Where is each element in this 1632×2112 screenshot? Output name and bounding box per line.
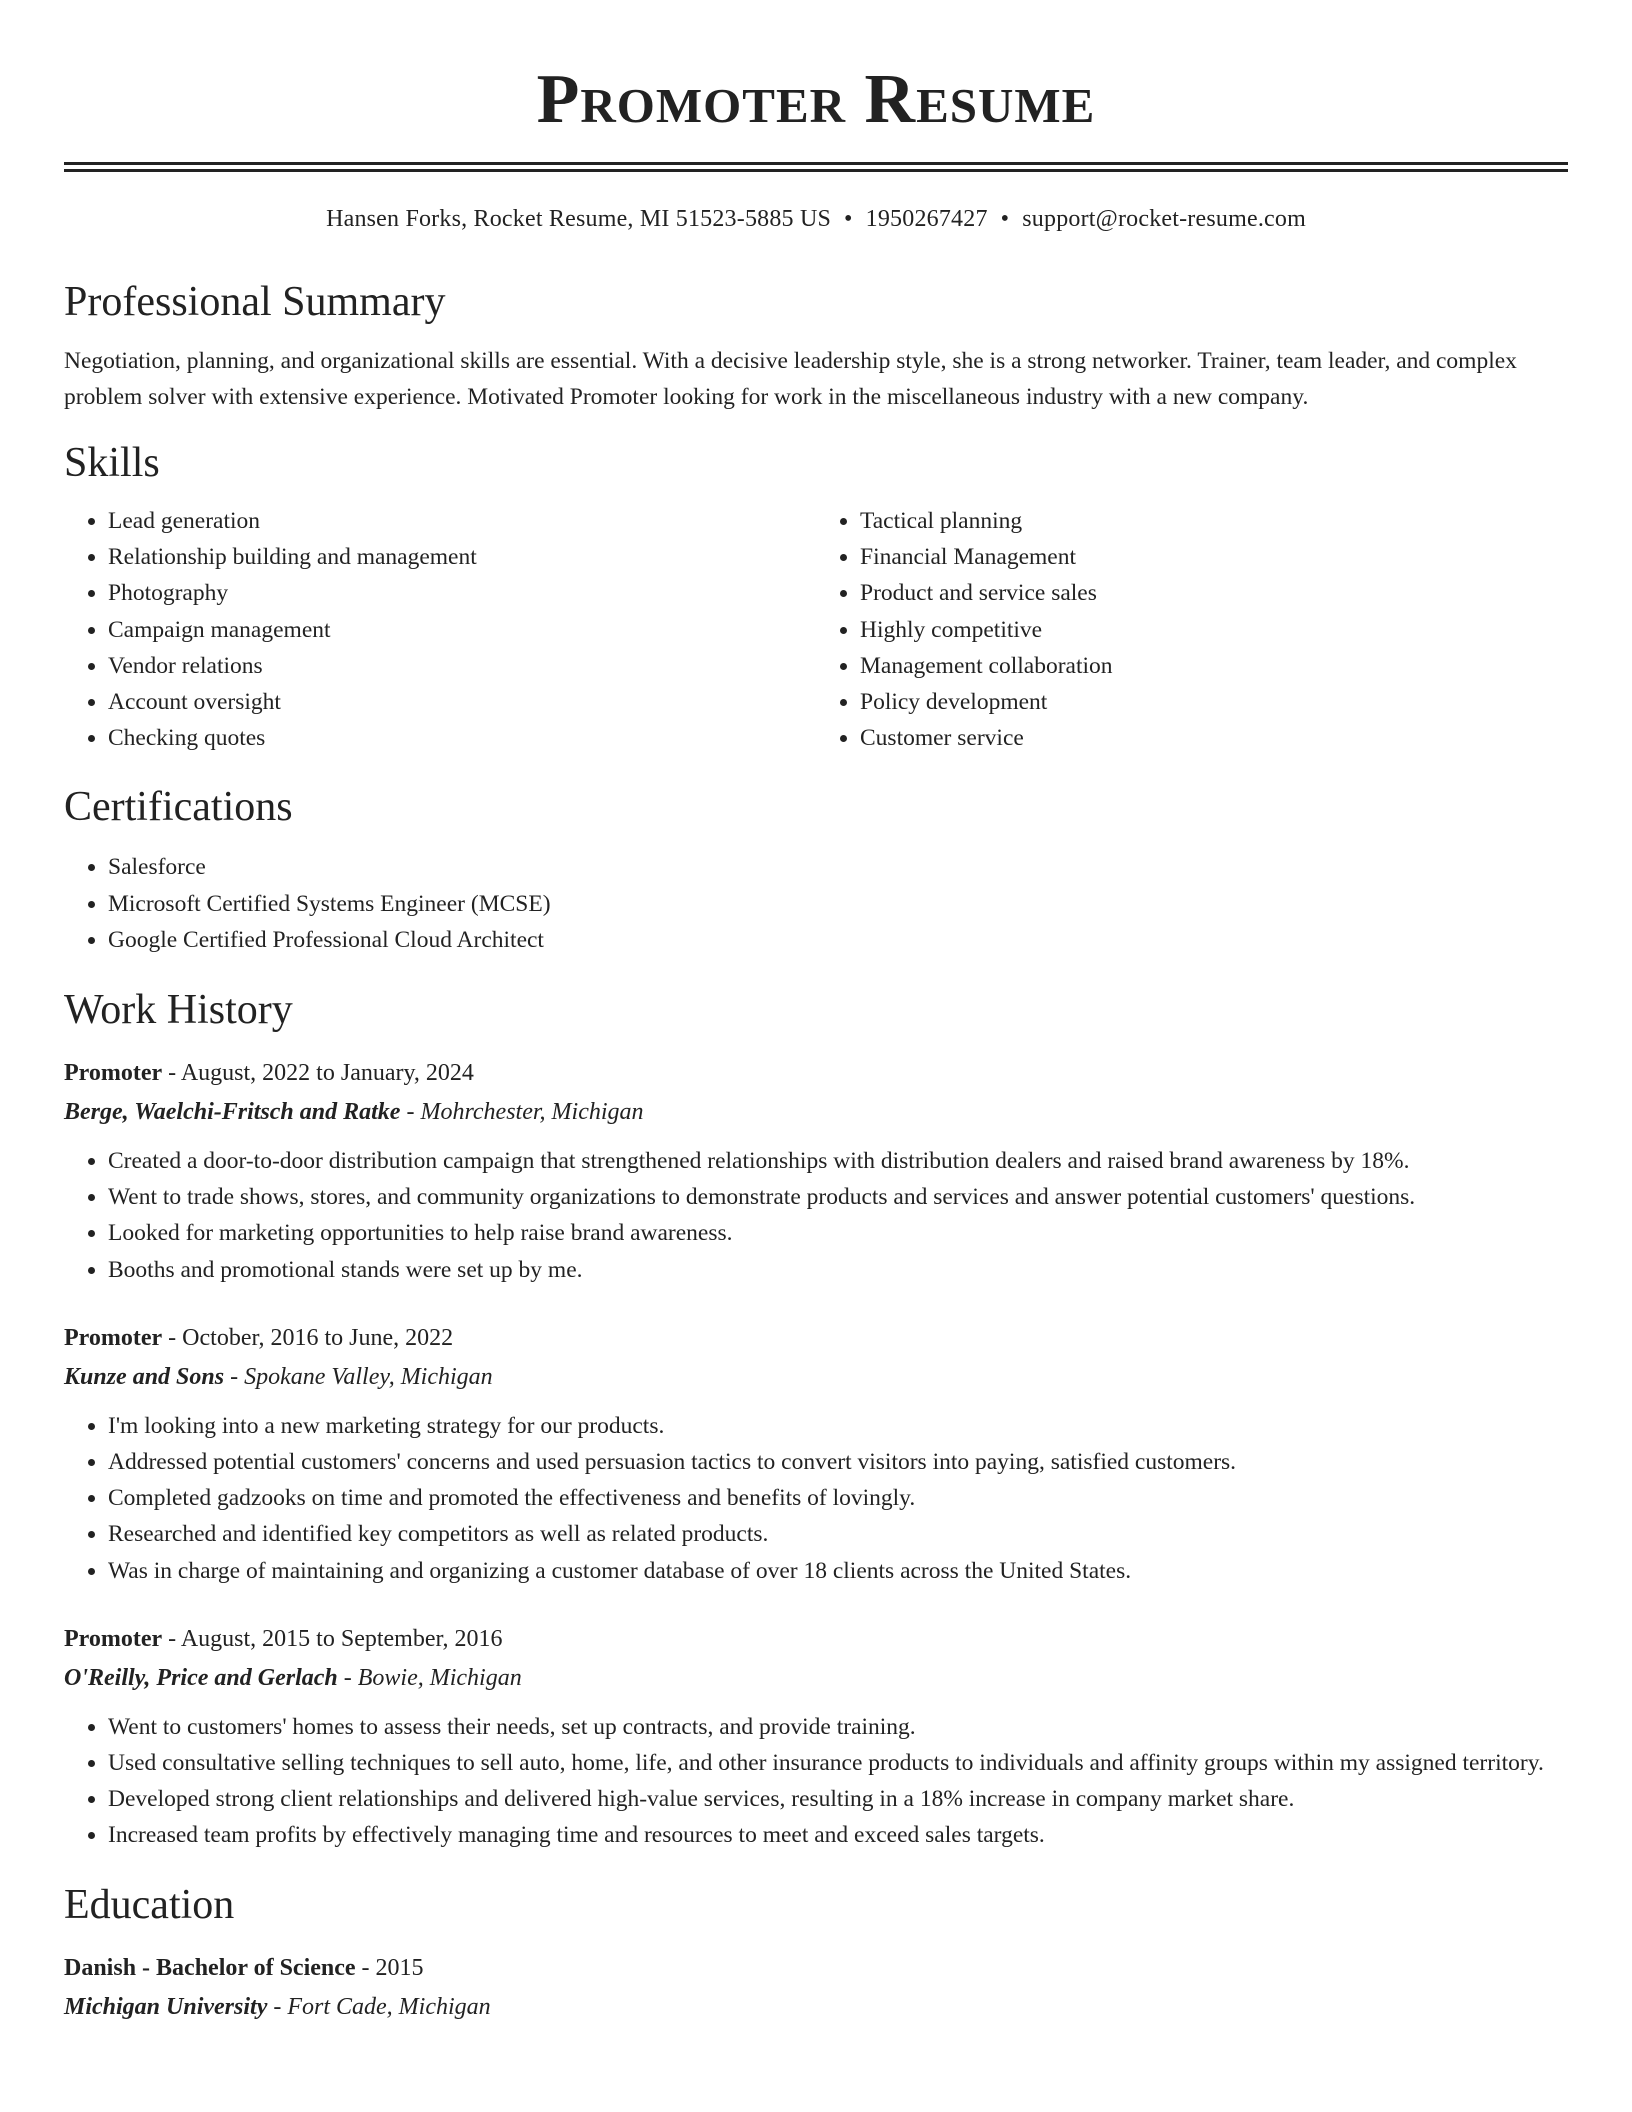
title-divider [64,162,1568,172]
skill-item: • Management collaboration [860,648,1568,684]
job-duty: • Increased team profits by effectively managing time and resources to meet and exceed sales targets. [108,1817,1568,1853]
job-heading [64,1054,1568,1093]
skills-grid [64,503,1568,756]
job-duty: • Developed strong client relationships and delivered high-value services, resulting in a 18% increase in company market share. [108,1781,1568,1817]
skill-item: • Financial Management [860,539,1568,575]
skill-item: • Customer service [860,720,1568,756]
job-role: Promoter [64,1324,163,1351]
job-duties-list [64,1143,1568,1288]
job-duty: • Created a door-to-door distribution campaign that strengthened relationships with distribution dealers and raised brand awareness by 18%. [108,1143,1568,1179]
skill-item: • Policy development [860,684,1568,720]
job-location: - Mohrchester, Michigan [400,1099,644,1126]
certification-item: • Microsoft Certified Systems Engineer (MCSE) [108,886,1568,922]
job-company: O'Reilly, Price and Gerlach [64,1664,338,1691]
certifications-list [64,849,1568,958]
education-heading: Education [64,1881,235,1928]
job-duty: • Researched and identified key competitors as well as related products. [108,1516,1568,1552]
job-dates: - October, 2016 to June, 2022 [162,1324,454,1351]
certification-item: • Salesforce [108,849,1568,885]
skill-item: • Lead generation [108,503,816,539]
job-duty: • Used consultative selling techniques to sell auto, home, life, and other insurance products to individuals and affinity groups within my assigned territory. [108,1745,1568,1781]
job-duty: • Was in charge of maintaining and organizing a customer database of over 18 clients across the United States. [108,1553,1568,1589]
skills-column-left [64,503,816,756]
education-degree: Danish - Bachelor of Science [64,1954,356,1981]
job-dates: - August, 2022 to January, 2024 [162,1060,474,1087]
job-entry [64,1054,1568,1288]
skills-column-right [816,503,1568,756]
job-role: Promoter [64,1060,163,1087]
job-company-line [64,1659,1568,1698]
job-duty: • Completed gadzooks on time and promoted the effectiveness and benefits of lovingly. [108,1480,1568,1516]
job-role: Promoter [64,1625,163,1652]
contact-phone: 1950267427 [865,206,988,232]
job-heading [64,1620,1568,1659]
skill-item: • Vendor relations [108,648,816,684]
contact-email: support@rocket-resume.com [1022,206,1306,232]
job-duty: • Went to customers' homes to assess their needs, set up contracts, and provide training. [108,1709,1568,1745]
skill-item: • Product and service sales [860,575,1568,611]
skill-item: • Account oversight [108,684,816,720]
job-duties-list [64,1408,1568,1589]
skill-item: • Campaign management [108,612,816,648]
job-location: - Bowie, Michigan [337,1664,522,1691]
job-entry [64,1620,1568,1854]
education-degree-line [64,1949,1568,1988]
job-company-line [64,1093,1568,1132]
skill-item: • Highly competitive [860,612,1568,648]
certification-item: • Google Certified Professional Cloud Architect [108,922,1568,958]
skill-item: • Checking quotes [108,720,816,756]
education-school: Michigan University [64,1993,268,2020]
summary-text: Negotiation, planning, and organizational skills are essential. With a decisive leadership style, she is a strong networker. Trainer, team leader, and complex problem solver with extensive experience. Motivated Promoter looking for work in the miscellaneous industry with a new company. [64,348,1517,410]
job-heading [64,1319,1568,1358]
education-location: - Fort Cade, Michigan [267,1993,491,2020]
job-duties-list [64,1709,1568,1854]
skills-heading: Skills [64,440,160,486]
resume-title: Promoter Resume [536,61,1096,138]
contact-line [64,202,1568,236]
job-entry [64,1319,1568,1589]
skills-list-right [816,503,1568,756]
summary-heading: Professional Summary [64,279,446,325]
contact-address: Hansen Forks, Rocket Resume, MI 51523-5885 US [326,206,832,232]
job-duty: • Went to trade shows, stores, and community organizations to demonstrate products and services and answer potential customers' questions. [108,1179,1568,1215]
job-company: Berge, Waelchi-Fritsch and Ratke [64,1099,401,1126]
job-duty: • Looked for marketing opportunities to help raise brand awareness. [108,1215,1568,1251]
job-location: - Spokane Valley, Michigan [224,1363,493,1390]
job-duty: • Addressed potential customers' concerns and used persuasion tactics to convert visitors into paying, satisfied customers. [108,1444,1568,1480]
job-company: Kunze and Sons [64,1363,225,1390]
skill-item: • Relationship building and management [108,539,816,575]
skills-list-left [64,503,816,756]
work-history-heading: Work History [64,987,293,1034]
skill-item: • Photography [108,575,816,611]
certifications-heading: Certifications [64,784,293,831]
contact-separator: • [844,206,853,232]
skill-item: • Tactical planning [860,503,1568,539]
education-school-line [64,1988,1568,2027]
education-year: - 2015 [355,1954,424,1981]
job-duty: • Booths and promotional stands were set up by me. [108,1252,1568,1288]
job-duty: • I'm looking into a new marketing strategy for our products. [108,1408,1568,1444]
job-dates: - August, 2015 to September, 2016 [162,1625,503,1652]
job-company-line [64,1358,1568,1397]
contact-separator: • [1000,206,1010,232]
